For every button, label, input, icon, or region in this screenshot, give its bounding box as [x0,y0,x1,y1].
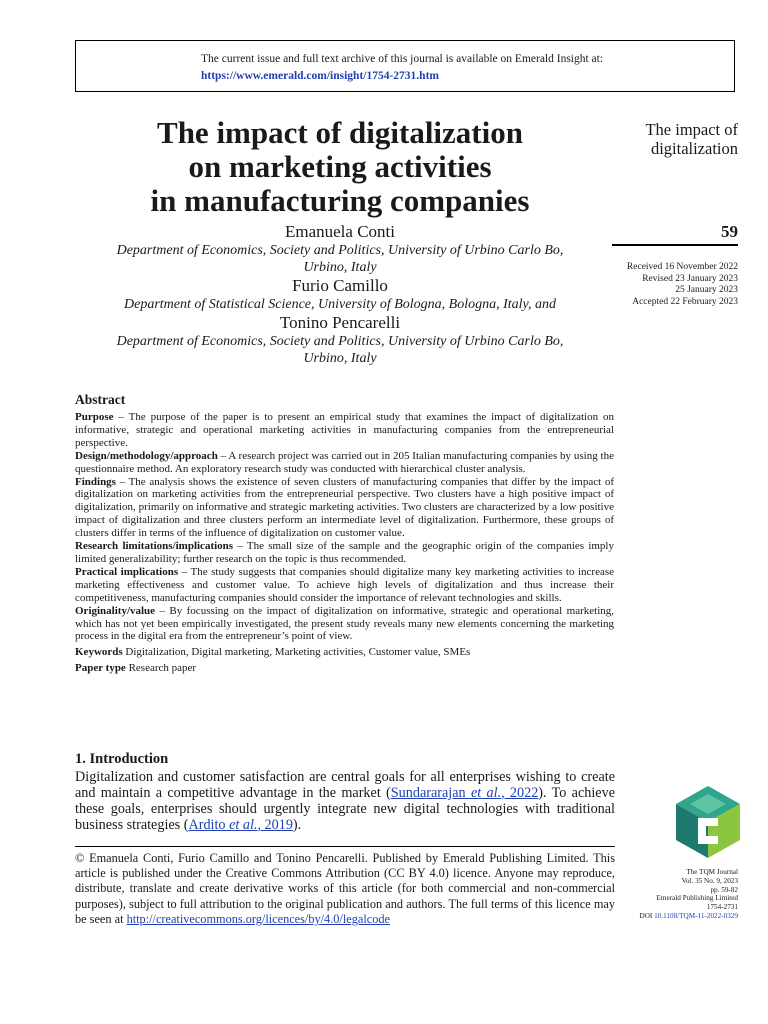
licence-link[interactable]: http://creativecommons.org/licences/by/4.0/legalcode [126,911,390,926]
abstract-heading: Abstract [75,392,126,407]
cite1-author: Sundararajan [390,785,471,801]
paper-type-text: Research paper [125,662,197,675]
author-name: Furio Camillo [292,276,388,295]
author-affiliation: Department of Economics, Society and Politics, University of Urbino Carlo Bo, [116,243,564,258]
purpose-label: Purpose [75,411,114,423]
article-title [75,116,605,218]
running-head [600,120,738,158]
journal-info [600,868,738,921]
article-history [590,262,738,308]
design-label: Design/methodology/approach [75,449,218,462]
margin-rule [612,244,738,246]
revised-date-1: Revised 23 January 2023 [642,273,738,284]
abstract-practical [75,566,614,605]
cite1-etal: et al. [470,785,502,801]
introduction-section [75,751,615,833]
author-affiliation-cont: Urbino, Italy [303,260,377,275]
author-name: Emanuela Conti [284,222,395,241]
author-list [75,222,605,367]
design-text: – A research project was carried out in 205 Italian manufacturing companies by using the questionnaire method. An exploratory research study was conducted with hierarchical cluster analysis. [75,449,614,475]
received-date: Received 16 November 2022 [626,262,738,272]
limitations-label: Research limitations/implications [75,540,234,553]
abstract-purpose [75,411,614,450]
abstract-originality [75,605,614,644]
abstract-findings [75,476,614,541]
title-line-1: The impact of digitalization [157,115,523,150]
keywords-label: Keywords [75,646,123,659]
citation-sundararajan-link[interactable] [391,785,539,801]
introduction-paragraph [75,769,615,833]
archive-notice-text: The current issue and full text archive of this journal is available on Emerald Insight at: [201,53,604,65]
page-number: 59 [721,222,738,241]
introduction-heading: 1. Introduction [75,751,169,767]
abstract [75,392,614,675]
title-line-3: in manufacturing companies [150,183,530,218]
running-head-line-1: The impact of [645,120,738,139]
journal-name: The TQM Journal [686,868,738,876]
revised-date-2: 25 January 2023 [675,285,738,295]
intro-text-a: Digitalization and customer satisfaction are central goals for all enterprises wishing to create and maintain a competitive advantage in the market ( [75,769,615,801]
findings-label: Findings [75,475,116,488]
originality-text: – By focussing on the impact of digitalization on informative, strategic and operational marketing, which has not yet been empirically investigated, the present study reveals many new elements concerning the marketing process in the digital era from the entrepreneur’s point of view. [75,604,614,643]
journal-issn: 1754-2731 [706,903,738,912]
author-affiliation: Department of Economics, Society and Politics, University of Urbino Carlo Bo, [116,334,564,349]
doi-link[interactable]: 10.1108/TQM-11-2022-0329 [654,911,738,920]
intro-text-c: ). [292,817,302,833]
journal-pages: pp. 59-82 [710,885,738,894]
licence-text: © Emanuela Conti, Furio Camillo and Tonino Pencarelli. Published by Emerald Publishing Limited. This article is published under the Creative Commons Attribution (CC BY 4.0) licence. Anyone may reproduce, distribute, translate and create derivative works of this article (for both commercial and non-commercial purposes), subject to full attribution to the original publication and authors. The full terms of this licence may be seen at [75,851,615,926]
running-head-line-2: digitalization [650,139,738,158]
cite2-author: Ardito [188,817,230,833]
accepted-date: Accepted 22 February 2023 [632,296,738,307]
originality-label: Originality/value [75,604,156,617]
abstract-keywords [75,646,614,659]
abstract-paper-type [75,662,614,675]
licence-notice [75,851,615,927]
title-line-2: on marketing activities [188,149,492,184]
author-affiliation-cont: Urbino, Italy [303,351,377,366]
practical-text: – The study suggests that companies should digitalize many key marketing activities to increase marketing effectiveness and customer value. To achieve high levels of digitalization and thus increase their competitiveness, manufacturing companies should consider the importance of relevant technologies and skills. [75,565,615,604]
emerald-cube-logo-icon [676,786,740,858]
abstract-limitations [75,540,614,566]
journal-volume: Vol. 35 No. 9, 2023 [681,876,738,885]
findings-text: – The analysis shows the existence of seven clusters of manufacturing companies that differ by the impact of digitalization on marketing activities from the entrepreneurial perspective. Two clusters have a high positive impact of digitalization, primarily on informative and strategic marketing activities. Two clusters are characterized by a low positive impact of digitalization and three clusters perform an intermediate level of digitalization. Furthermore, these groups of clusters differ in terms of the influence of digitalization on customer value. [75,475,614,540]
abstract-design [75,450,614,476]
journal-publisher: Emerald Publishing Limited [656,894,738,903]
doi-label: DOI [639,911,655,920]
cite2-year: , 2019 [257,817,293,833]
purpose-text: – The purpose of the paper is to present an empirical study that examines the impact of digitalization on informative, strategic and operational marketing activities in manufacturing companies from the entrepreneurial perspective. [75,411,614,449]
practical-label: Practical implications [75,565,179,578]
paper-type-label: Paper type [75,662,126,675]
journal-archive-link[interactable]: https://www.emerald.com/insight/1754-2731.htm [201,70,439,82]
keywords-text: Digitalization, Digital marketing, Marketing activities, Customer value, SMEs [122,646,471,659]
citation-ardito-link[interactable] [188,817,292,833]
intro-text-b: ). To achieve these goals, enterprises should urgently integrate new digital technologies with traditional business strategies ( [75,785,615,833]
limitations-text: – The small size of the sample and the geographic origin of the companies imply limited generalizability; further research on the topic is thus recommended. [75,540,614,565]
journal-doi [600,912,738,921]
archive-notice-box [75,40,735,92]
cite1-year: , 2022 [501,785,539,801]
footnote-rule [75,846,615,847]
author-name: Tonino Pencarelli [279,313,401,332]
cite2-etal: et al. [229,817,258,833]
author-affiliation: Department of Statistical Science, University of Bologna, Bologna, Italy, and [124,297,556,312]
